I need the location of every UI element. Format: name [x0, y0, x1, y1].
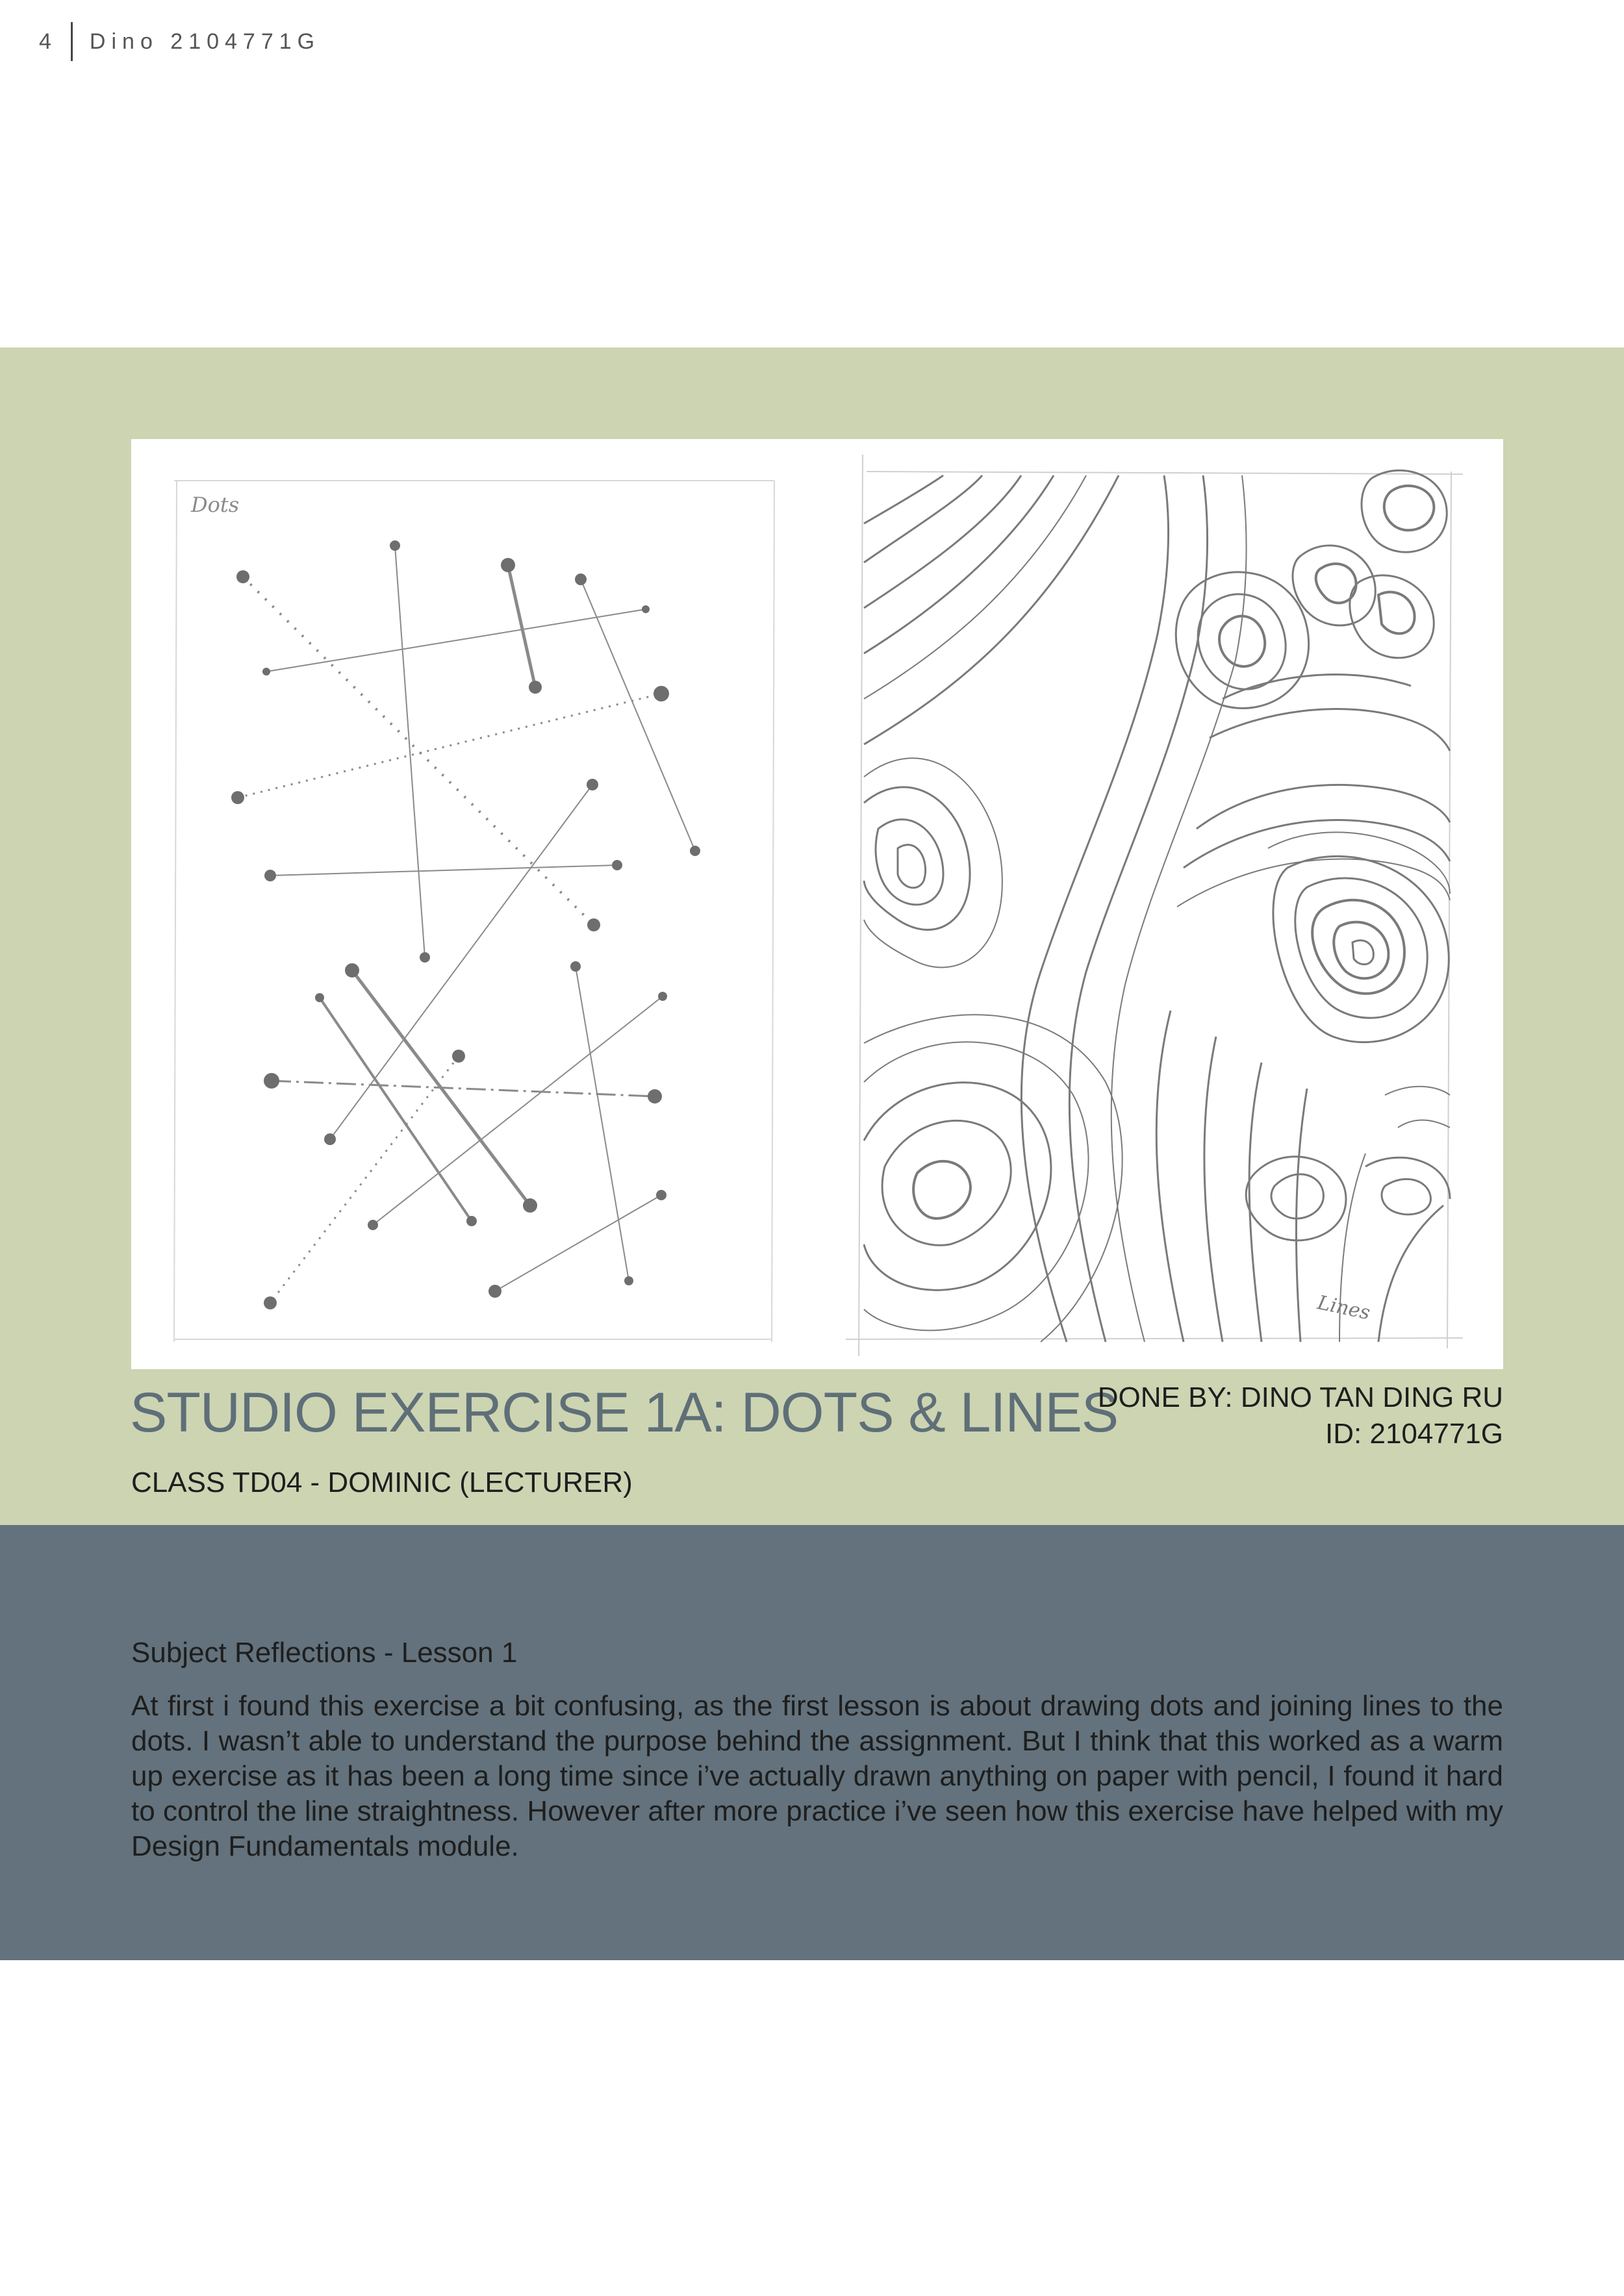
reflection-title: Subject Reflections - Lesson 1	[131, 1637, 518, 1669]
lines-sketch	[846, 455, 1463, 1356]
page-number: 4	[39, 29, 55, 54]
dots-label: Dots	[191, 492, 240, 517]
lines-label: Lines	[1315, 1291, 1373, 1325]
exercise-title: STUDIO EXERCISE 1A: DOTS & LINES	[130, 1381, 1119, 1444]
author-label: Dino 2104771G	[89, 29, 321, 54]
done-by-line: DONE BY: DINO TAN DING RU	[1097, 1381, 1503, 1413]
student-id: ID: 2104771G	[1325, 1418, 1503, 1450]
header-divider	[71, 22, 73, 61]
page-header	[39, 22, 320, 61]
dots-sketch	[174, 481, 774, 1342]
class-info: CLASS TD04 - DOMINIC (LECTURER)	[131, 1467, 633, 1498]
sketch-drawings	[131, 439, 1503, 1369]
artwork-panel	[131, 439, 1503, 1369]
reflection-body: At first i found this exercise a bit confusing, as the first lesson is about drawing dots and joining lines to the dots. I wasn’t able to understand the purpose behind the assignment. But I think that this worked as a warm up exercise as it has been a long time since i’ve actually drawn anything on paper with pencil, I found it hard to control the line straightness. However after more practice i’ve seen how this exercise have helped with my Design Fundamentals module.	[131, 1690, 1503, 1862]
author-credit	[1098, 1380, 1503, 1452]
